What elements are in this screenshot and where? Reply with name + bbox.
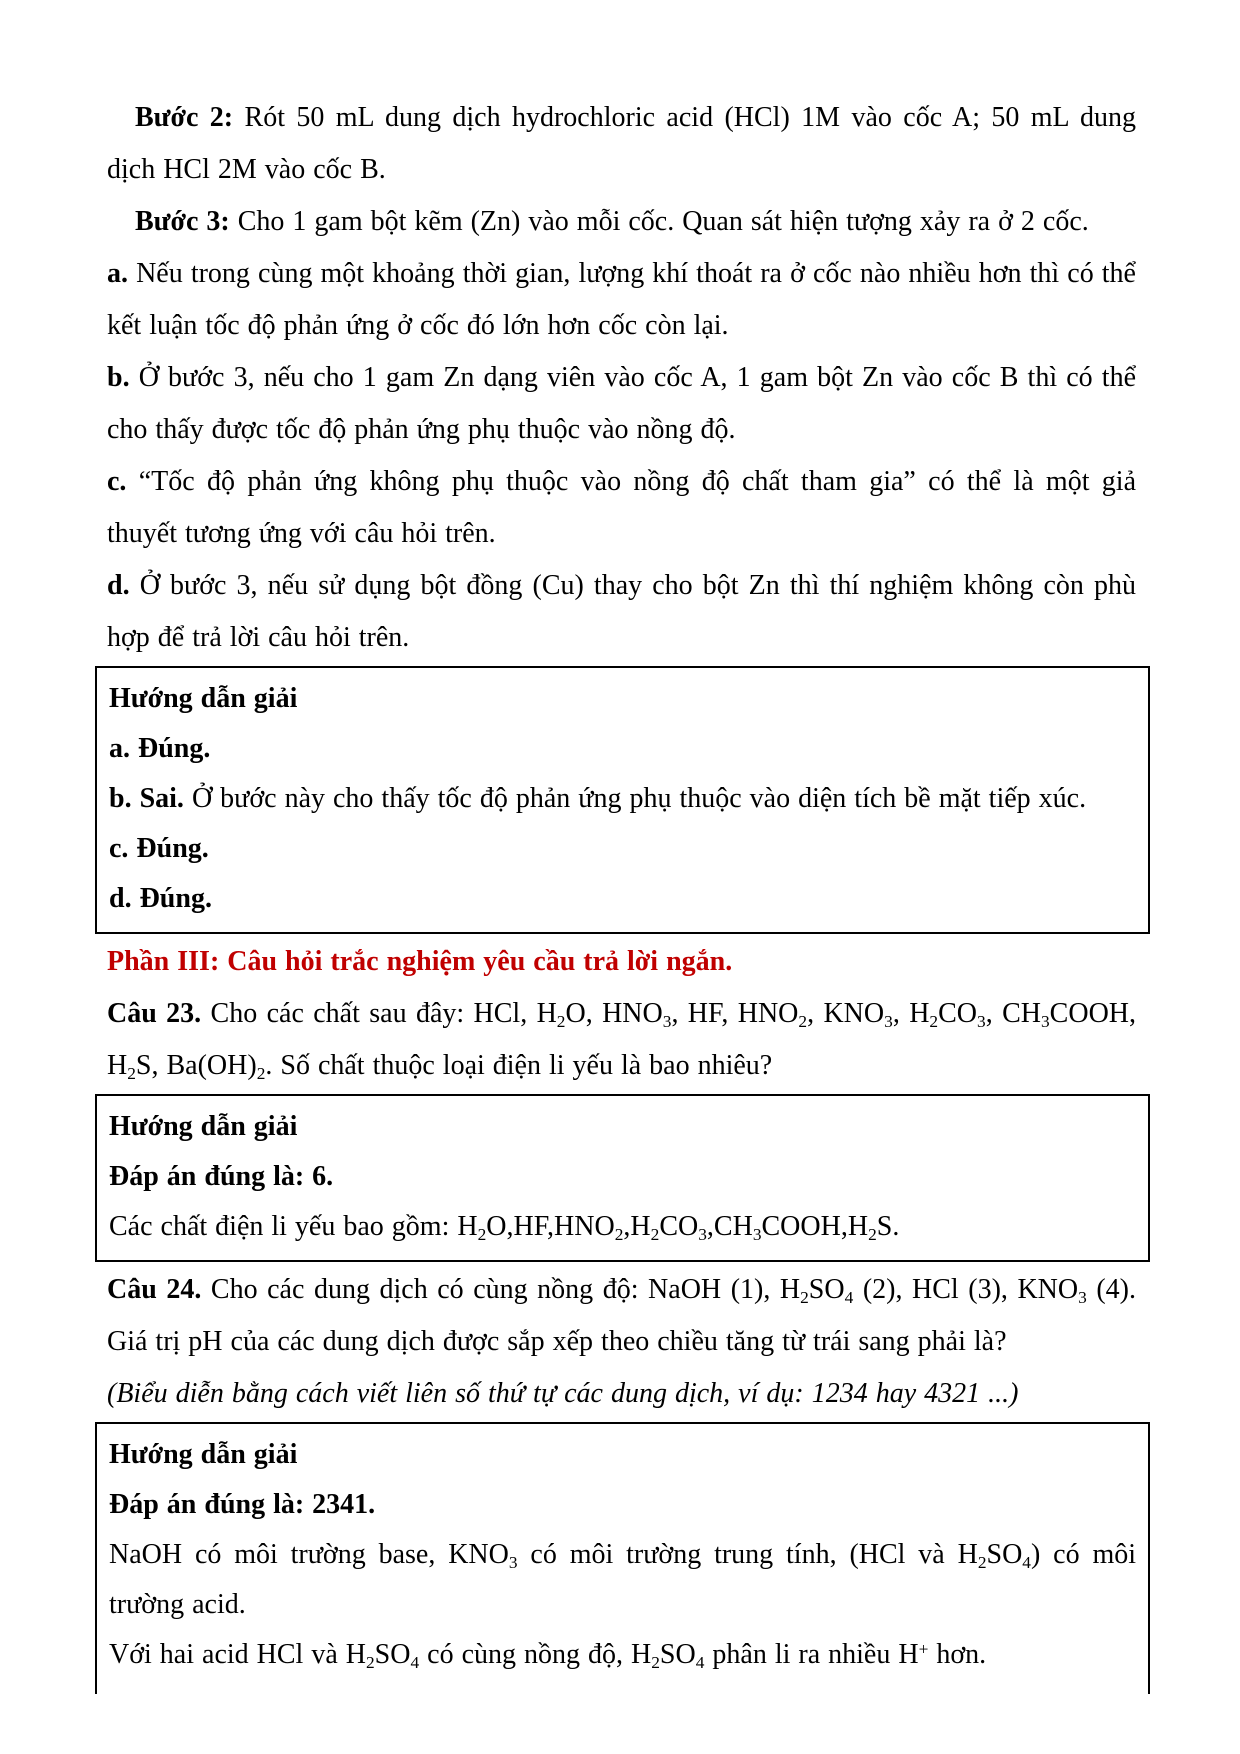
text-run: O,HF,HNO	[486, 1211, 615, 1242]
text-run: Bước 2:	[135, 102, 234, 133]
solution-title	[109, 674, 1136, 724]
subscript-run: 3	[662, 1011, 672, 1031]
solution-box-question-24	[95, 1422, 1150, 1694]
subscript-run: 2	[127, 1063, 136, 1083]
text-run: c.	[107, 466, 127, 497]
text-run: Đáp án đúng là: 6.	[109, 1161, 334, 1192]
explanation-23	[109, 1202, 1136, 1252]
text-run: Cho các chất sau đây: HCl, H	[201, 998, 557, 1029]
text-run: SO	[374, 1639, 411, 1670]
answer-24	[109, 1480, 1136, 1530]
subscript-run: 2	[614, 1224, 624, 1244]
text-run: Hướng dẫn giải	[109, 683, 298, 714]
subscript-run: 3	[1040, 1011, 1050, 1031]
text-run: , CH	[985, 998, 1041, 1029]
text-run: NaOH có môi trường base, KNO	[109, 1539, 509, 1570]
subscript-run: 2	[977, 1552, 987, 1572]
text-run: hơn.	[928, 1639, 987, 1670]
text-run: COOH, H	[107, 998, 1137, 1081]
text-run: ,CH	[706, 1211, 753, 1242]
text-run: SO	[808, 1274, 845, 1305]
subscript-run: 4	[1022, 1552, 1031, 1572]
text-run: , H	[892, 998, 930, 1029]
text-run: S, Ba(OH)	[135, 1050, 257, 1081]
answer-d	[109, 874, 1136, 924]
text-run: Câu 24.	[107, 1274, 202, 1305]
text-run: có môi trường trung tính, (HCl và H	[517, 1539, 978, 1570]
statement-d	[107, 560, 1136, 664]
text-run: Ở bước 3, nếu sử dụng bột đồng (Cu) thay cho bột Zn thì thí nghiệm không còn phù hợp để trả lời câu hỏi trên.	[107, 570, 1136, 653]
text-run: . Số chất thuộc loại điện li yếu là bao nhiêu?	[265, 1050, 773, 1081]
subscript-run: 2	[650, 1224, 660, 1244]
text-run: (4). Giá trị pH của các dung dịch được sắp xếp theo chiều tăng từ trái sang phải là?	[107, 1274, 1136, 1357]
text-run: Rót 50 mL dung dịch hydrochloric acid (HCl) 1M vào cốc A; 50 mL dung dịch HCl 2M vào cốc B.	[107, 102, 1136, 185]
subscript-run: 2	[800, 1287, 809, 1307]
text-run: SO	[986, 1539, 1023, 1570]
part-iii-heading	[107, 936, 1136, 988]
statement-a	[107, 248, 1136, 352]
text-run: Với hai acid HCl và H	[109, 1639, 366, 1670]
question-24	[107, 1264, 1136, 1368]
subscript-run: 4	[410, 1652, 420, 1672]
answer-a	[109, 724, 1136, 774]
text-run: SO	[659, 1639, 696, 1670]
subscript-run: 2	[477, 1224, 487, 1244]
text-run: b.	[107, 362, 130, 393]
text-run: ) có môi trường acid.	[109, 1539, 1137, 1620]
step-3-paragraph	[107, 196, 1136, 248]
text-run: Hướng dẫn giải	[109, 1439, 298, 1470]
subscript-run: 4	[695, 1652, 705, 1672]
text-run: ,H	[623, 1211, 651, 1242]
subscript-run: 3	[752, 1224, 762, 1244]
step-2-paragraph	[107, 92, 1136, 196]
text-run: COOH,H	[761, 1211, 869, 1242]
statement-b	[107, 352, 1136, 456]
text-run: Ở bước này cho thấy tốc độ phản ứng phụ thuộc vào diện tích bề mặt tiếp xúc.	[183, 783, 1087, 814]
text-run: Các chất điện li yếu bao gồm: H	[109, 1211, 478, 1242]
subscript-run: 2	[556, 1011, 566, 1031]
subscript-run: 2	[651, 1652, 660, 1672]
subscript-run: 2	[365, 1652, 375, 1672]
text-run: a.	[107, 258, 128, 289]
text-run: Nếu trong cùng một khoảng thời gian, lượng khí thoát ra ở cốc nào nhiều hơn thì có thể kết luận tốc độ phản ứng ở cốc đó lớn hơn cốc còn lại.	[107, 258, 1136, 341]
answer-b	[109, 774, 1136, 824]
text-run: , KNO	[807, 998, 885, 1029]
text-run: d. Đúng.	[109, 883, 212, 914]
text-run: c. Đúng.	[109, 833, 209, 864]
text-run: b. Sai.	[109, 783, 184, 814]
text-run: CO	[938, 998, 978, 1029]
answer-c	[109, 824, 1136, 874]
superscript-run: +	[918, 1639, 929, 1659]
text-run: Ở bước 3, nếu cho 1 gam Zn dạng viên vào cốc A, 1 gam bột Zn vào cốc B thì có thể cho thấy được tốc độ phản ứng phụ thuộc vào nồng độ.	[107, 362, 1136, 445]
text-run: (2), HCl (3), KNO	[853, 1274, 1079, 1305]
text-run: Bước 3:	[135, 206, 230, 237]
text-run: Cho 1 gam bột kẽm (Zn) vào mỗi cốc. Quan sát hiện tượng xảy ra ở 2 cốc.	[229, 206, 1089, 237]
answer-23	[109, 1152, 1136, 1202]
subscript-run: 2	[798, 1011, 808, 1031]
text-run: (Biểu diễn bằng cách viết liên số thứ tự các dung dịch, ví dụ: 1234 hay 4321 ...)	[107, 1378, 1019, 1409]
text-run: Câu 23.	[107, 998, 202, 1029]
text-run: , HF, HNO	[671, 998, 799, 1029]
solution-box-question-23	[95, 1094, 1150, 1262]
explanation-24-environments	[109, 1530, 1136, 1630]
subscript-run: 2	[256, 1063, 266, 1083]
solution-box-statements	[95, 666, 1150, 934]
subscript-run: 3	[1078, 1287, 1087, 1307]
subscript-run: 3	[508, 1552, 518, 1572]
question-23	[107, 988, 1136, 1092]
subscript-run: 2	[929, 1011, 939, 1031]
subscript-run: 3	[884, 1011, 893, 1031]
subscript-run: 4	[844, 1287, 854, 1307]
text-run: “Tốc độ phản ứng không phụ thuộc vào nồng độ chất tham gia” có thể là một giả thuyết tương ứng với câu hỏi trên.	[107, 466, 1136, 549]
solution-title	[109, 1102, 1136, 1152]
text-run: Cho các dung dịch có cùng nồng độ: NaOH (1), H	[201, 1274, 801, 1305]
subscript-run: 3	[977, 1011, 986, 1031]
solution-title	[109, 1430, 1136, 1480]
text-run: Hướng dẫn giải	[109, 1111, 298, 1142]
text-run: có cùng nồng độ, H	[419, 1639, 652, 1670]
text-run: Đáp án đúng là: 2341.	[109, 1489, 376, 1520]
text-run: d.	[107, 570, 130, 601]
statement-c	[107, 456, 1136, 560]
subscript-run: 3	[698, 1224, 707, 1244]
question-24-note	[107, 1368, 1136, 1420]
explanation-24-acids	[109, 1630, 1136, 1680]
text-run: S.	[876, 1211, 900, 1242]
text-run: CO	[659, 1211, 699, 1242]
text-run: a. Đúng.	[109, 733, 211, 764]
subscript-run: 2	[868, 1224, 877, 1244]
text-run: phân li ra nhiều H	[704, 1639, 919, 1670]
text-run: O, HNO	[565, 998, 663, 1029]
text-run: Phần III: Câu hỏi trắc nghiệm yêu cầu trả lời ngắn.	[107, 946, 733, 977]
